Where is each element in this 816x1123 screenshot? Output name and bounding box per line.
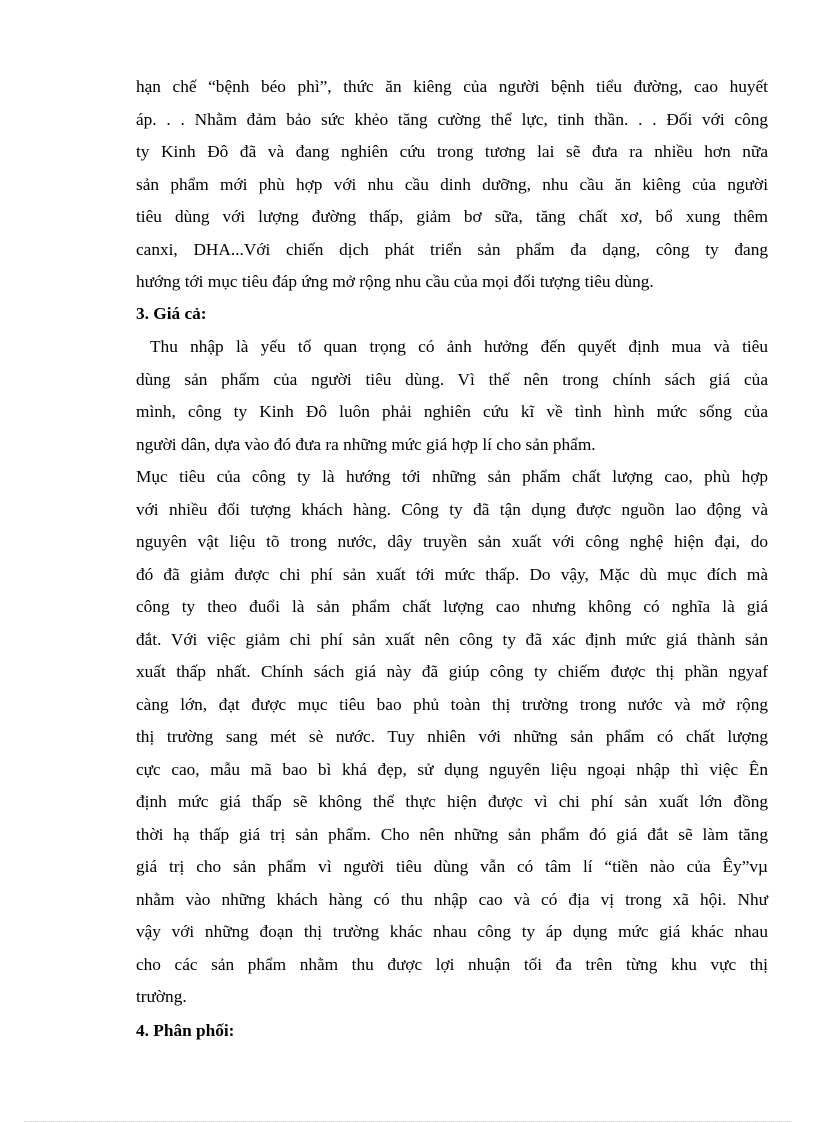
text-line: tiêu dùng với lượng đường thấp, giảm bơ sữa, tăng chất xơ, bổ xung thêm (136, 207, 768, 226)
text-line: càng lớn, đạt được mục tiêu bao phủ toàn thị trường trong nước và mở rộng (136, 694, 768, 714)
text-line: định mức giá thấp sẽ không thể thực hiện được vì chi phí sản xuất lớn đồng (136, 792, 768, 811)
text-line: áp. . . Nhằm đảm bảo sức khẻo tăng cường thể lực, tinh thần. . . Đối với công (136, 109, 768, 129)
text-line: công ty theo đuổi là sản phẩm chất lượng cao nhưng không có nghĩa là giá (136, 597, 768, 616)
paragraph-company-pricing-goals (136, 461, 768, 1014)
paragraph-income-pricing (136, 331, 768, 461)
page-bottom-border (24, 1121, 792, 1122)
text-line: vậy với những đoạn thị trường khác nhau công ty áp dụng mức giá khác nhau (136, 922, 768, 941)
text-line: thời hạ thấp giá trị sản phẩm. Cho nên những sản phẩm đó giá đắt sẽ làm tăng (136, 824, 768, 844)
text-line: giá trị cho sản phẩm vì người tiêu dùng vẫn có tâm lí “tiền nào của Êy”vµ (136, 857, 768, 876)
text-line: mình, công ty Kinh Đô luôn phải nghiên cứu kĩ về tình hình mức sống của (136, 402, 768, 421)
text-line: đắt. Với việc giảm chi phí sản xuất nên công ty đã xác định mức giá thành sản (136, 629, 768, 649)
text-line: với nhiều đối tượng khách hàng. Công ty đã tận dụng được nguồn lao động và (136, 499, 768, 519)
text-line: hướng tới mục tiêu đáp ứng mở rộng nhu cầu của mọi đối tượng tiêu dùng. (136, 272, 654, 291)
text-line: ty Kinh Đô đã và đang nghiên cứu trong tương lai sẽ đưa ra nhiều hơn nữa (136, 142, 768, 161)
text-line: nguyên vật liệu tõ trong nước, dây truyền sản xuất với công nghệ hiện đại, do (136, 532, 768, 551)
text-line: xuất thấp nhất. Chính sách giá này đã giúp công ty chiếm được thị phần ngyaf (136, 662, 768, 681)
text-line: cực cao, mẫu mã bao bì khá đẹp, sử dụng nguyên liệu ngoại nhập thì việc Ên (136, 759, 768, 779)
text-line: sản phẩm mới phù hợp với nhu cầu dinh dưỡng, nhu cầu ăn kiêng của người (136, 174, 768, 194)
text-line: canxi, DHA...Với chiến dịch phát triển sản phẩm đa dạng, công ty đang (136, 239, 768, 259)
section-heading-price: 3. Giá cả: (136, 304, 207, 323)
text-line: người dân, dựa vào đó đưa ra những mức giá hợp lí cho sản phẩm. (136, 434, 596, 454)
text-line: dùng sản phẩm của người tiêu dùng. Vì thế nên trong chính sách giá của (136, 369, 768, 389)
text-line: đó đã giảm được chi phí sản xuất tới mức thấp. Do vậy, Mặc dù mục đích mà (136, 564, 768, 584)
text-line: Mục tiêu của công ty là hướng tới những sản phẩm chất lượng cao, phù hợp (136, 467, 768, 486)
text-line: hạn chế “bệnh béo phì”, thức ăn kiêng của người bệnh tiểu đường, cao huyết (136, 77, 768, 96)
text-line: cho các sản phẩm nhằm thu được lợi nhuận tối đa trên từng khu vực thị (136, 954, 768, 974)
text-line: Thu nhập là yếu tố quan trọng có ảnh hưởng đến quyết định mua và tiêu (150, 337, 768, 356)
text-line: nhằm vào những khách hàng có thu nhập cao và có địa vị trong xã hội. Như (136, 889, 768, 909)
text-line: thị trường sang mét sè nước. Tuy nhiên với những sản phẩm có chất lượng (136, 727, 768, 746)
text-line: trường. (136, 987, 187, 1006)
paragraph-product-diversification (136, 71, 768, 299)
section-heading-distribution: 4. Phân phối: (136, 1021, 235, 1040)
